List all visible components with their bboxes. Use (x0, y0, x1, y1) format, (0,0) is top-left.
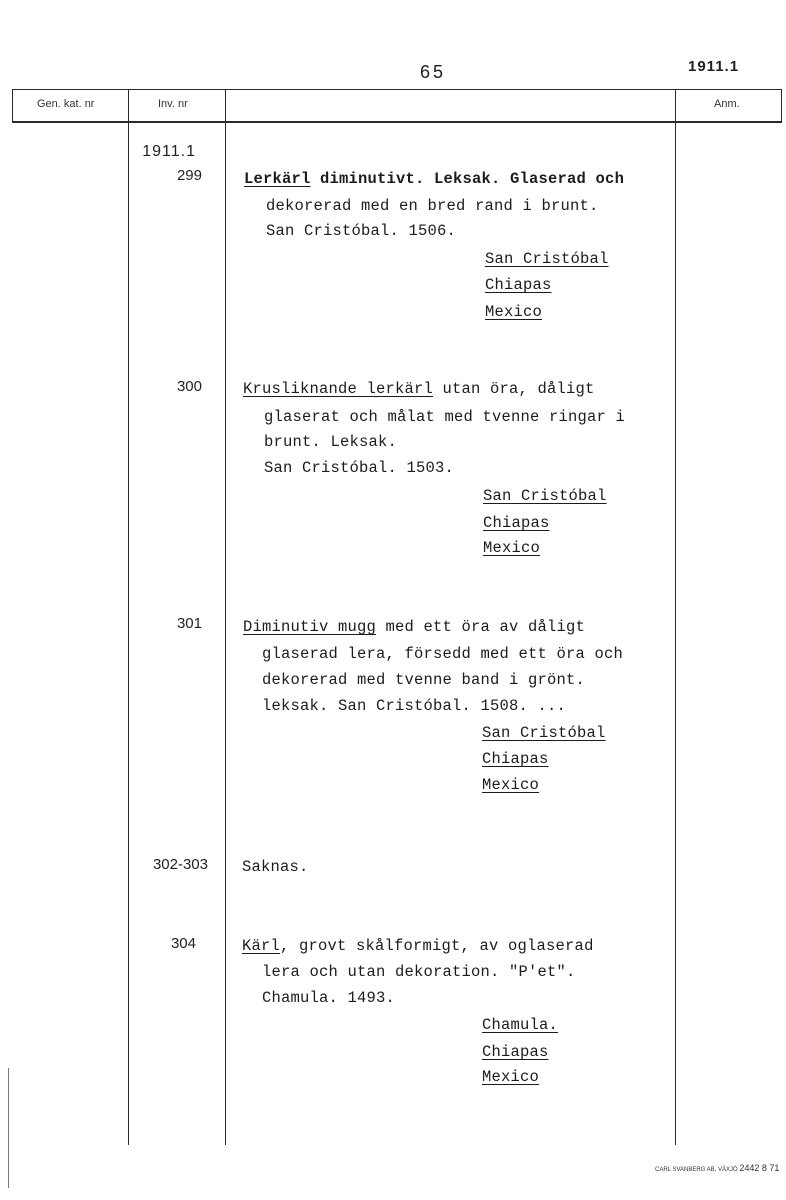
entry-line: Saknas. (242, 858, 309, 876)
inv-number: 299 (176, 167, 202, 184)
col-header-gen-kat: Gen. kat. nr (37, 98, 95, 110)
place-line: Chiapas (482, 1043, 549, 1061)
margin-mark (8, 1068, 9, 1188)
inv-number: 300 (176, 378, 202, 395)
place-line: Mexico (482, 1068, 540, 1086)
place-line: San Cristóbal (483, 487, 607, 505)
printer-imprint: CARL SVANBERG AB, VÄXJÖ 2442 8 71 (655, 1163, 780, 1173)
col-divider-2 (225, 89, 226, 1145)
inv-number: 302-303 (152, 856, 208, 873)
right-border (781, 89, 782, 122)
entry-line: Diminutiv mugg med ett öra av dåligt (243, 618, 586, 636)
page-number: 65 (420, 62, 447, 82)
entry-line: brunt. Leksak. (264, 433, 398, 451)
place-line: Chiapas (483, 514, 550, 532)
place-line: Mexico (483, 539, 541, 557)
entry-title: Lerkärl (244, 170, 311, 188)
page-id: 1911.1 (688, 58, 740, 75)
col-divider-3 (675, 89, 676, 1145)
place-line: Mexico (485, 303, 543, 321)
entry-year: 1911.1 (142, 143, 196, 160)
entry-title: Krusliknande lerkärl (243, 380, 434, 398)
place-line: San Cristóbal (485, 250, 609, 268)
entry-line: Kärl, grovt skålformigt, av oglaserad (242, 937, 594, 955)
col-header-inv: Inv. nr (158, 98, 188, 110)
entry-line: Lerkärl diminutivt. Leksak. Glaserad och (244, 170, 625, 188)
entry-line: dekorerad med en bred rand i brunt. (266, 197, 599, 215)
entry-line: glaserad lera, försedd med ett öra och (262, 645, 624, 663)
place-line: Chamula. (482, 1016, 559, 1034)
place-line: Chiapas (485, 276, 552, 294)
entry-line: leksak. San Cristóbal. 1508. ... (262, 697, 567, 715)
entry-title: Diminutiv mugg (243, 618, 377, 636)
entry-line: lera och utan dekoration. "P'et". (262, 963, 576, 981)
entry-line: glaserat och målat med tvenne ringar i (264, 408, 626, 426)
col-divider-1 (128, 89, 129, 1145)
entry-line: Chamula. 1493. (262, 989, 396, 1007)
entry-line: San Cristóbal. 1506. (266, 222, 457, 240)
place-line: Mexico (482, 776, 540, 794)
inv-number: 301 (176, 615, 202, 632)
place-line: San Cristóbal (482, 724, 606, 742)
entry-line: San Cristóbal. 1503. (264, 459, 455, 477)
entry-title: Kärl (242, 937, 281, 955)
left-border (12, 89, 13, 122)
place-line: Chiapas (482, 750, 549, 768)
entry-line: dekorerad med tvenne band i grönt. (262, 671, 586, 689)
entry-line: Krusliknande lerkärl utan öra, dåligt (243, 380, 595, 398)
inv-number: 304 (170, 935, 196, 952)
col-header-anm: Anm. (714, 98, 740, 110)
